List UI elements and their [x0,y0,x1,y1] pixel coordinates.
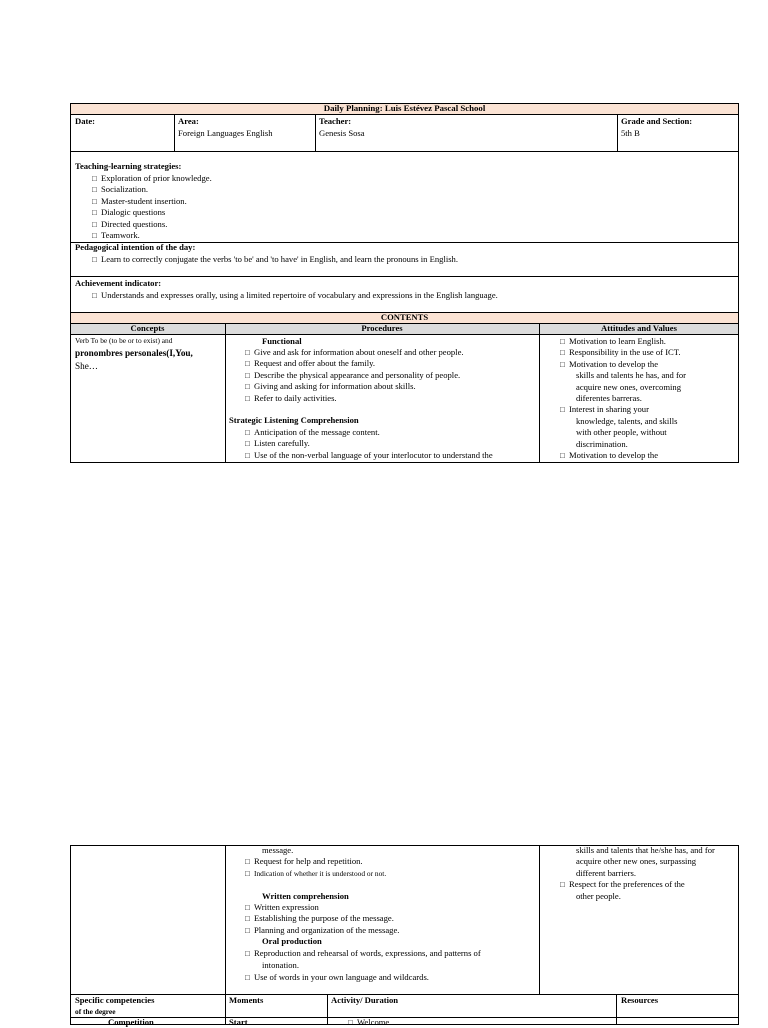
achievement-item: □ Understands and expresses orally, using a limited repertoire of vocabulary and expressions in the English language. [92,290,498,301]
list-item-continuation: diferentes barreras. [576,393,642,404]
attitudes-item: □ Respect for the preferences of the [560,879,685,890]
area-value: Foreign Languages English [178,128,273,138]
attitudes-item-continuation: other people. [576,891,621,901]
of-the-degree-header: of the degree [75,1007,116,1016]
procedures-list-a [245,856,386,880]
list-item-continuation: with other people, without [576,427,667,438]
strategies-list [92,173,212,241]
divider [539,845,540,994]
oral-item-continuation: intonation. [262,960,299,970]
list-item: □ Listen carefully. [245,438,493,449]
grade-label: Grade and Section: [621,116,693,126]
list-item-continuation: acquire new ones, overcoming [576,381,681,392]
functional-heading: Functional [262,336,302,346]
achievement-label: Achievement indicator: [75,278,162,288]
intention-item: □ Learn to correctly conjugate the verbs 'to be' and 'to have' in English, and learn the pronouns in English. [92,254,458,265]
oral-item-last: □ Use of words in your own language and wildcards. [245,972,429,983]
list-item: □ Describe the physical appearance and personality of people. [245,370,464,381]
listening-heading: Strategic Listening Comprehension [229,415,359,425]
resources-header: Resources [621,995,659,1005]
col-attitudes: Attitudes and Values [601,323,677,333]
grade-value: 5th B [621,128,640,138]
concepts-line-1: Verb To be (to be or to exist) and [75,336,173,345]
list-item-continuation: skills and talents he has, and for [576,370,687,381]
divider [539,323,540,463]
divider [315,114,316,152]
competition-cell: Competition [108,1017,154,1027]
divider [174,114,175,152]
list-item: □ Responsibility in the use of ICT. [560,347,686,358]
list-item: □ Request for help and repetition. [245,856,386,867]
list-item: □ Dialogic questions [92,207,212,218]
list-item: □ Planning and organization of the message. [245,925,399,936]
list-item: □ Indication of whether it is understood or not. [245,868,386,879]
divider [70,1017,739,1018]
list-item-continuation: knowledge, talents, and skills [576,415,678,426]
list-item: □ Master-student insertion. [92,196,212,207]
list-item: □ Giving and asking for information about skills. [245,381,464,392]
contents-title: CONTENTS [380,312,429,322]
list-item: □ Teamwork. [92,230,212,241]
teacher-label: Teacher: [319,116,352,126]
list-item: □ Written expression [245,902,399,913]
list-item: □ Request and offer about the family. [245,358,464,369]
moments-header: Moments [229,995,264,1005]
divider [225,845,226,1025]
start-cell: Start [229,1017,248,1027]
attitudes-continued-1: skills and talents that he/she has, and for [576,845,715,855]
list-item: □ Refer to daily activities. [245,393,464,404]
written-list [245,902,399,936]
oral-heading: Oral production [262,936,322,946]
document-title: Daily Planning: Luis Estévez Pascal School [323,103,486,113]
functional-list [245,347,464,404]
intention-label: Pedagogical intention of the day: [75,242,196,252]
activity-duration-header: Activity/ Duration [331,995,399,1005]
teacher-value: Genesis Sosa [319,128,365,138]
strategies-label: Teaching-learning strategies: [75,161,182,171]
oral-item: □ Reproduction and rehearsal of words, expressions, and patterns of [245,948,481,959]
area-label: Area: [178,116,199,126]
divider [617,114,618,152]
date-label: Date: [75,116,96,126]
col-concepts: Concepts [130,323,165,333]
attitudes-continued-2: acquire other new ones, surpassing [576,856,697,866]
list-item: □ Exploration of prior knowledge. [92,173,212,184]
list-item: □ Motivation to develop the [560,450,686,461]
procedures-continued: message. [262,845,294,855]
list-item: □ Motivation to develop the [560,359,686,370]
written-heading: Written comprehension [262,891,349,901]
list-item-continuation: discrimination. [576,438,628,449]
welcome-cell: □ Welcome [348,1017,389,1028]
divider [327,994,328,1025]
specific-competencies-header: Specific competencies [75,995,155,1005]
list-item: □ Use of the non-verbal language of your interlocutor to understand the [245,450,493,461]
divider [225,323,226,463]
list-item: □ Interest in sharing your [560,404,686,415]
attitudes-continued-3: different barriers. [576,868,636,878]
list-item: □ Socialization. [92,184,212,195]
concepts-line-3: She… [75,361,98,371]
concepts-line-2: pronombres personales(I,You, [75,348,193,358]
col-procedures: Procedures [361,323,403,333]
listening-list [245,427,493,461]
list-item: □ Establishing the purpose of the message. [245,913,399,924]
list-item: □ Anticipation of the message content. [245,427,493,438]
divider [616,994,617,1025]
list-item: □ Directed questions. [92,219,212,230]
divider [70,276,739,277]
list-item: □ Motivation to learn English. [560,336,686,347]
attitudes-list [560,336,686,461]
list-item: □ Give and ask for information about oneself and other people. [245,347,464,358]
